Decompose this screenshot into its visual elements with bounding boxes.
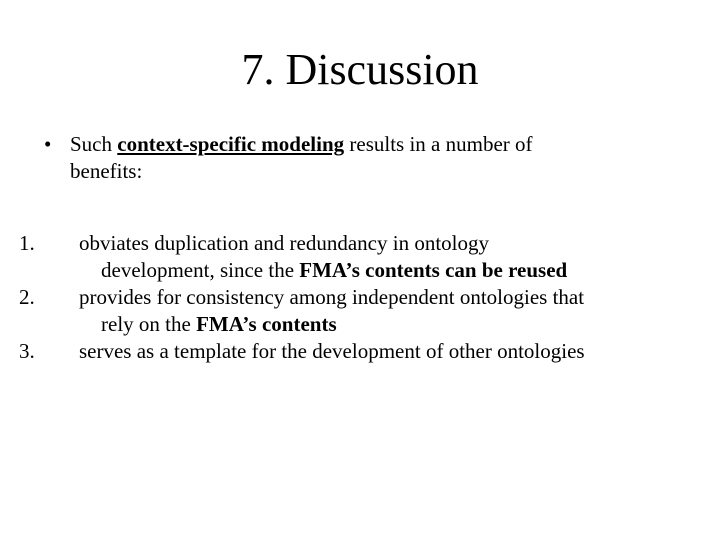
list-item bbox=[19, 338, 699, 365]
list-item-line2 bbox=[79, 257, 699, 284]
numbered-list bbox=[19, 230, 699, 365]
bullet-text-before: Such bbox=[70, 132, 118, 156]
bullet-emphasis: context-specific modeling bbox=[117, 132, 345, 156]
list-item-line2-bold: FMA’s contents can be reused bbox=[299, 258, 568, 282]
bullet-text-line2: benefits: bbox=[70, 159, 143, 183]
list-item-line1: serves as a template for the development of other ontologies bbox=[79, 339, 585, 363]
list-item-line1: obviates duplication and redundancy in ontology bbox=[79, 231, 489, 255]
list-item bbox=[19, 284, 699, 338]
bullet-text-after: results in a number of bbox=[344, 132, 533, 156]
bullet-text bbox=[70, 131, 664, 185]
list-item-line2-plain: development, since the bbox=[101, 258, 300, 282]
list-item-line1: provides for consistency among independent ontologies that bbox=[79, 285, 585, 309]
list-item-number: 1. bbox=[19, 231, 35, 255]
slide-title: 7. Discussion bbox=[241, 45, 479, 94]
bullet-marker: • bbox=[44, 132, 52, 156]
list-item bbox=[19, 230, 699, 284]
list-item-line2 bbox=[79, 311, 699, 338]
list-item-line2-plain: rely on the bbox=[101, 312, 197, 336]
bullet-point bbox=[44, 131, 664, 185]
list-item-line2-bold: FMA’s contents bbox=[196, 312, 337, 336]
list-item-number: 2. bbox=[19, 285, 35, 309]
list-item-number: 3. bbox=[19, 339, 35, 363]
